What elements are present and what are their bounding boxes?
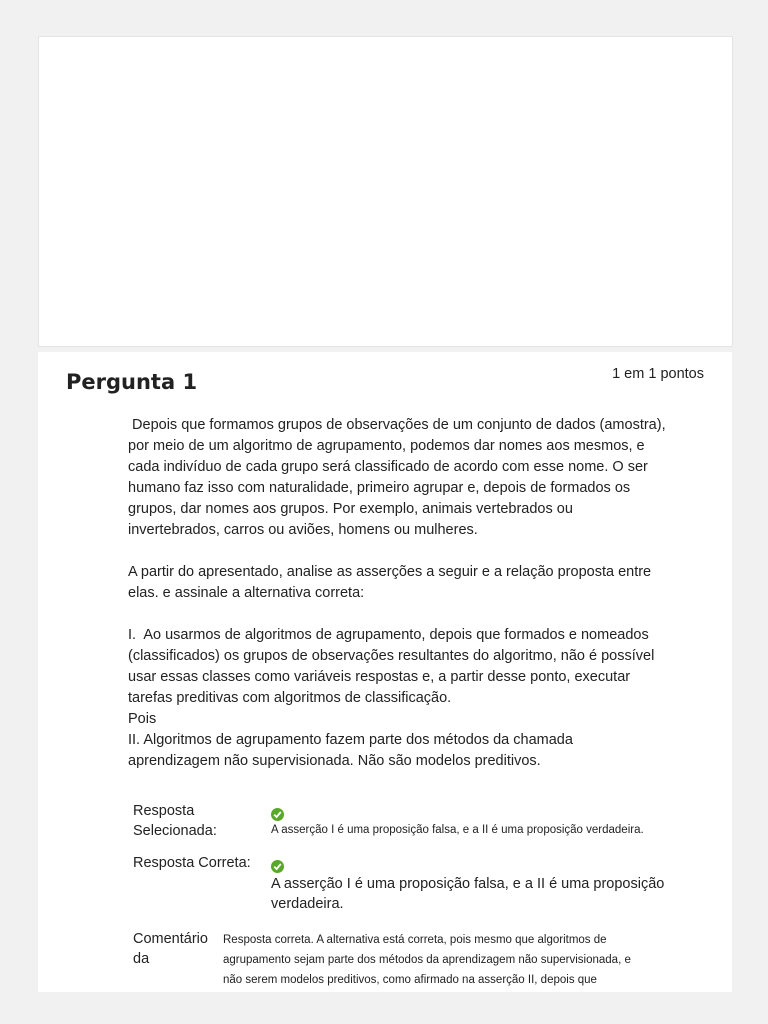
question-instruction: A partir do apresentado, analise as asserções a seguir e a relação proposta entre elas. e assinale a alternativa correta: [128,564,652,601]
correct-answer-value: A asserção I é uma proposição falsa, e a II é uma proposição verdadeira. [271,876,665,912]
assertion-one: I. Ao usarmos de algoritmos de agrupamento, depois que formados e nomeados (classificados) os grupos de observações resultantes do algoritmo, não é possível usar essas classes como variáveis respostas e, a partir desse ponto, executar tarefas preditivas com algoritmos de classificação. [128,627,655,706]
question-text [128,415,708,772]
assertion-connector: Pois [128,711,157,727]
question-paragraph: Depois que formamos grupos de observações de um conjunto de dados (amostra), por meio de um algoritmo de agrupamento, podemos dar nomes aos mesmos, e cada indivíduo de cada grupo será classificado de acordo com esse nome. O ser humano faz isso com naturalidade, primeiro agrupar e, depois de formados os grupos, dar nomes aos grupos. Por exemplo, animais vertebrados ou invertebrados, carros ou aviões, homens ou mulheres. [128,417,666,538]
selected-answer-label: Resposta Selecionada: [133,803,217,839]
feedback-text: Resposta correta. A alternativa está correta, pois mesmo que algoritmos de agrupamento sejam parte dos métodos da aprendizagem não supervisionada, e não serem modelos preditivos, como afirmado na asserção II, depois que [223,934,631,986]
selected-answer-value: A asserção I é uma proposição falsa, e a II é uma proposição verdadeira. [271,824,644,836]
check-circle-icon [271,860,284,873]
question-title: Pergunta 1 [66,370,198,394]
correct-answer-label: Resposta Correta: [133,855,251,871]
feedback-label: Comentário da [133,931,208,967]
question-points: 1 em 1 pontos [612,366,704,382]
top-blank-card [38,36,733,347]
question-card [38,352,732,992]
assertion-two: II. Algoritmos de agrupamento fazem parte dos métodos da chamada aprendizagem não supervisionada. Não são modelos preditivos. [128,732,573,769]
